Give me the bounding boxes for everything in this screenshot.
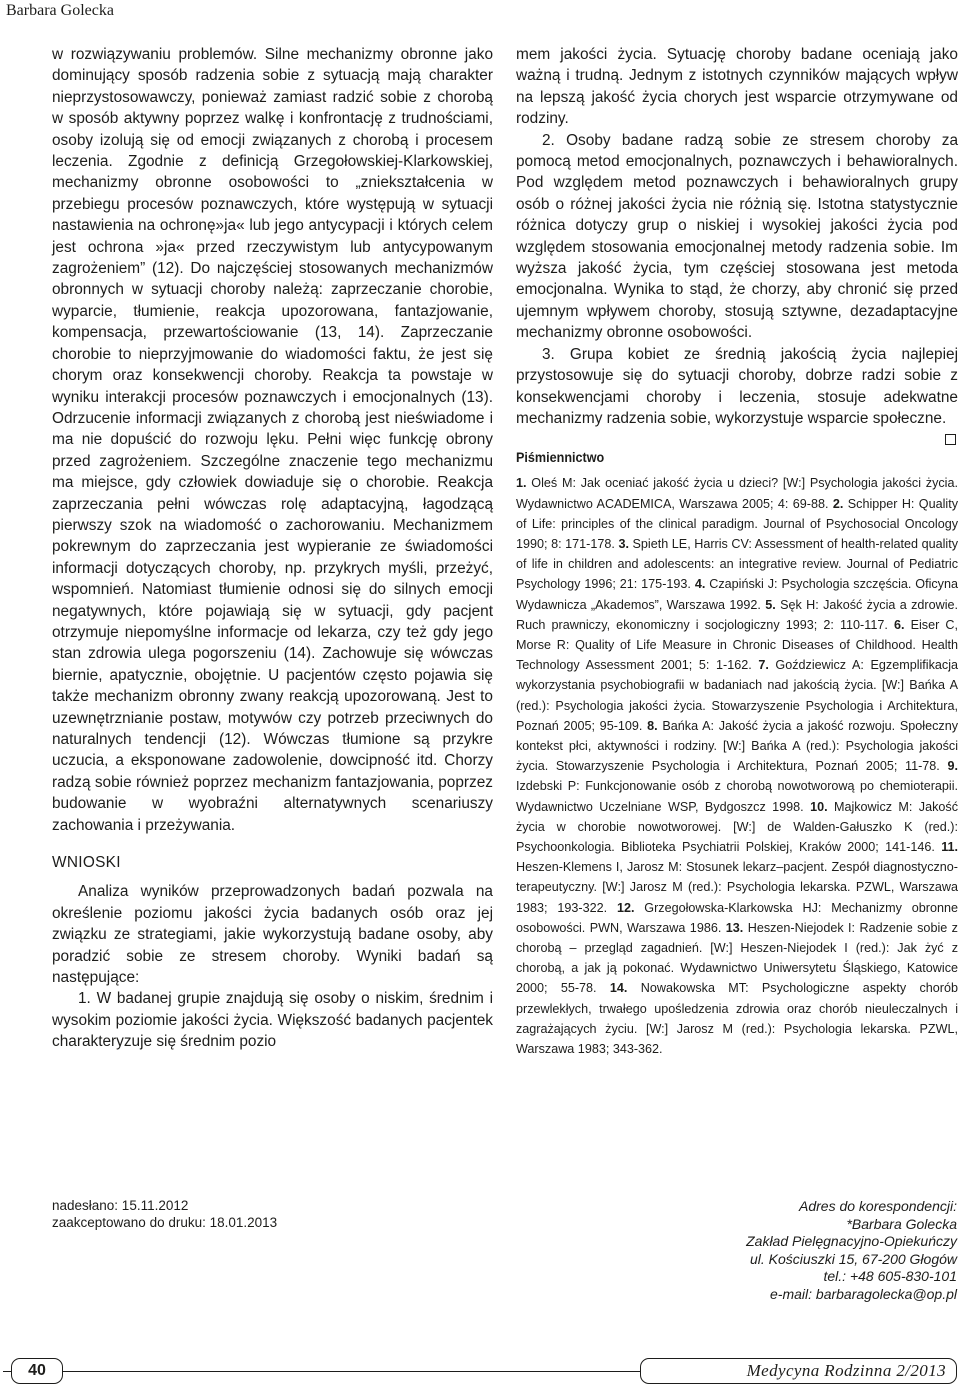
street-address: ul. Kościuszki 15, 67-200 Głogów xyxy=(750,1250,957,1267)
reference-text: Nowakowska MT: Psychologiczne aspekty chorób przewlekłych, trwałego upośledzenia zdrowia oraz chorób nieuleczalnych i zagrażających życiu. [W:] Jarosz M (red.): Psychologia lekarska. PZWL, Warszawa 1983; 343-362. xyxy=(516,981,958,1056)
reference-text: Grzegołowska-Klarkowska HJ: Mechanizmy obronne osobowości. PWN, Warszawa 1986. xyxy=(516,900,959,935)
reference-text: Izdebski P: Funkcjonowanie osób z chorobą nowotworową po chemioterapii. Wydawnictwo Uczelniane WSP, Bydgoszcz 1998. xyxy=(516,779,958,814)
reference-number: 1. xyxy=(516,476,527,491)
body-paragraph xyxy=(516,344,958,430)
body-paragraph: 2. Osoby badane radzą sobie ze stresem choroby za pomocą metod emocjonalnych, poznawczych i behawioralnych. Pod względem metod poznawczych i behawioralnych grupy osób o różnej jakości życia nie różnią się. Istotna statystycznie różnica dotyczy grup o niskiej i wysokiej jakości życia pod względem stosowania emocjonalnej metody radzenia sobie. Im wyższa jakość życia, tym częściej stosowana jest metoda emocjonalna. Wynika to stąd, że chorzy, aby chronić się przed ujemnym wpływem choroby, stosują sztywne, dezadaptacyjne mechanizmy obronne osobowości. xyxy=(516,131,958,342)
body-paragraph: 1. W badanej grupie znajdują się osoby o niskim, średnim i wysokim poziomie jakości życia. Większość badanych pacjentek charakteryzuje się średnim pozio xyxy=(52,990,493,1051)
reference-number: 9. xyxy=(947,759,958,774)
reference-text: Schipper H: Quality of Life: principles of the clinical paradigm. Journal of Psychosocial Oncology 1990; 8: 171-178. xyxy=(516,496,958,551)
reference-text: Bańka A: Jakość życia a jakość rozwoju. Społeczny kontekst płci, aktywności i rodziny. [W:] Bańka A (red.): Psychologia jakości życia. Stowarzyszenie Psychologia i Architektura, Poznań 2005; 11-78. xyxy=(516,718,958,774)
page-footer xyxy=(3,1356,957,1389)
institution: Zakład Pielęgnacyjno-Opiekuńczy xyxy=(746,1233,957,1250)
conclusion-text: 3. Grupa kobiet ze średnią jakością życia najlepiej przystosowuje się do sytuacji choroby, dobrze radzi sobie z konsekwencjami choroby i leczenia, stosuje adekwatne mechanizmy radzenia sobie, wykorzystuje wsparcie społeczne. xyxy=(516,345,958,427)
right-column xyxy=(516,44,958,1059)
reference-text: Heszen-Niejodek I: Radzenie sobie z chorobą – przegląd zagadnień. [W:] Heszen-Niejodek I (red.): Jak żyć z chorobą, a jak ją pokonać. Wydawnictwo Uniwersytetu Śląskiego, Katowice 2000; 55-78. xyxy=(516,920,958,996)
left-column xyxy=(52,44,493,1053)
references-heading: Piśmiennictwo xyxy=(516,449,605,466)
reference-number: 2. xyxy=(832,496,844,511)
page-number: 40 xyxy=(11,1358,63,1384)
reference-text: Eiser C, Morse R: Quality of Life Measure in Chronic Diseases of Childhood. Health Technology Assessment 2001; 5: 1-162. xyxy=(516,617,958,673)
phone: tel.: +48 605-830-101 xyxy=(823,1268,957,1285)
running-head: Barbara Golecka xyxy=(6,2,114,19)
reference-number: 6. xyxy=(893,617,905,632)
received-date: nadesłano: 15.11.2012 xyxy=(52,1198,189,1213)
email: e-mail: barbaragolecka@op.pl xyxy=(770,1285,957,1302)
reference-text: Oleś M: Jak oceniać jakość życia u dzieci? [W:] Psychologia jakości życia. Wydawnictwo ACADEMICA, Warszawa 2005; 4: 69-88. xyxy=(516,476,958,511)
body-paragraph: w rozwiązywaniu problemów. Silne mechanizmy obronne jako dominujący sposób radzenia sobie z sytuacją mają charakter nieprzystosowawczy, ponieważ zamiast radzić sobie z chorobą w sposób aktywny poprzez walkę i konfrontację z trudnościami, osoby izolują się od emocji związanych z chorobą i procesem leczenia. Zgodnie z definicją Grzegołowskiej-Klarkowskiej, mechanizmy obronne osobowości to „zniekształcenia w przebiegu procesów poznawczych, które występują w sytuacji nastawienia na ochronę»ja« lub jego antycypacji i których celem jest ochrona »ja« przed rzeczywistym lub antycypowanym zagrożeniem” (12). Do najczęściej stosowanych mechanizmów obronnych w sytuacji choroby należą: zaprzeczanie chorobie, wyparcie, tłumienie, reakcja upozorowana, fantazjowanie, kompensacja, przewartościowanie (13, 14). Zaprzeczanie chorobie to nieprzyjmowanie do wiadomości faktu, że jest się chorym oraz konsekwencji choroby. Reakcja ta powstaje w wyniku interakcji procesów poznawczych i emocjonalnych (13). Odrzucenie informacji związanych z chorobą jest nieświadome i ma nie dopuścić do rozwoju lęku. Pełni więc funkcję obrony przed zagrożeniem. Szczególne znaczenie tego mechanizmu ma miejsce, gdy człowiek dowiaduje się o chorobie. Reakcja zaprzeczania pełni wówczas rolę adaptacyjną, łagodzącą pierwszy szok na wiadomość o zachorowaniu. Mechanizmem pokrewnym do zaprzeczania jest wypieranie ze świadomości informacji dotyczących choroby, np. przykrych myśli, przeżyć, wspomnień. Natomiast tłumienie odnosi się do silnych emocji negatywnych, które pojawiają się w sytuacji, gdy pacjent otrzymuje niepomyślne informacje od lekarza, czy też gdy jego stan zdrowia ulega pogorszeniu (14). Zachowuje się wówczas biernie, apatycznie, obojętnie. U pacjentów często pojawia się także mechanizm obronny zwany reakcją upozorowaną. Jest to uzewnętrznianie postaw, motywów czy potrzeb przeciwnych do naturalnych tendencji (12). Wówczas tłumione są przykre uczucia, a eksponowane zadowolenie, dowcipność itd. Chorzy radzą sobie również poprzez mechanizm fantazjowania, poprzez budowanie w wyobraźni alternatywnych scenariuszy zachowania i przeżywania. xyxy=(52,46,493,834)
reference-text: Czapiński J: Psychologia szczęścia. Oficyna Wydawnicza „Akademos”, Warszawa 1992. xyxy=(516,577,958,612)
reference-number: 8. xyxy=(647,718,658,733)
reference-text: Spieth LE, Harris CV: Assessment of health-related quality of life in children and adolescents: an integrative review. Journal of Pediatric Psychology 1996; 21: 175-193. xyxy=(516,536,959,592)
body-paragraph: Analiza wyników przeprowadzonych badań pozwala na określenie poziomu jakości życia badanych osób oraz jej związku ze strategiami, jakie wykorzystują badane osoby, aby poradzić sobie ze stresem choroby. Wyniki badań są następujące: xyxy=(52,883,493,987)
reference-number: 5. xyxy=(765,597,776,612)
author-name: *Barbara Golecka xyxy=(846,1215,957,1232)
address-label: Adres do korespondencji: xyxy=(799,1198,957,1214)
reference-text: Majkowicz M: Jakość życia w chorobie nowotworowej. [W:] de Walden-Gałuszko K (red.): Psychoonkologia. Biblioteka Psychiatrii Polskiej, Kraków 2000; 141-146. xyxy=(516,799,958,854)
reference-text: Sęk H: Jakość życia a zdrowie. Ruch prawniczy, ekonomiczny i socjologiczny 1993; 2: 110-117. xyxy=(516,597,958,632)
reference-text: Heszen-Klemens I, Jarosz M: Stosunek lekarz–pacjent. Zespół diagnostyczno-terapeutyczny. [W:] Jarosz M (red.): Psychologia lekarska. PZWL, Warszawa 1983; 193-322. xyxy=(516,860,958,915)
reference-number: 3. xyxy=(618,536,629,551)
reference-number: 11. xyxy=(941,839,958,854)
reference-number: 12. xyxy=(616,900,635,915)
submission-dates xyxy=(52,1197,277,1231)
journal-title: Medycyna Rodzinna 2/2013 xyxy=(640,1358,957,1384)
section-heading-conclusions: WNIOSKI xyxy=(52,854,121,872)
reference-number: 10. xyxy=(810,799,828,814)
reference-number: 14. xyxy=(609,981,628,996)
reference-number: 13. xyxy=(725,920,744,935)
reference-text: Goździewicz A: Egzemplifikacja wykorzystania psychobiografii w badaniach nad jakością życia. [W:] Bańka A (red.): Psychologia jakości życia. Stowarzyszenie Psychologia i Architektura, Poznań 2005; 95-109. xyxy=(516,658,958,733)
end-of-article-square-icon xyxy=(945,434,956,445)
references-list xyxy=(516,473,958,1059)
reference-number: 7. xyxy=(758,658,769,673)
accepted-date: zaakceptowano do druku: 18.01.2013 xyxy=(52,1215,278,1230)
reference-number: 4. xyxy=(694,577,706,592)
correspondence-address xyxy=(657,1198,957,1304)
body-paragraph: mem jakości życia. Sytuację choroby badane oceniają jako ważną i trudną. Jednym z istotnych czynników mających wpływ na lepszą jakość życia chorych jest wsparcie otrzymywane od rodziny. xyxy=(516,46,958,128)
